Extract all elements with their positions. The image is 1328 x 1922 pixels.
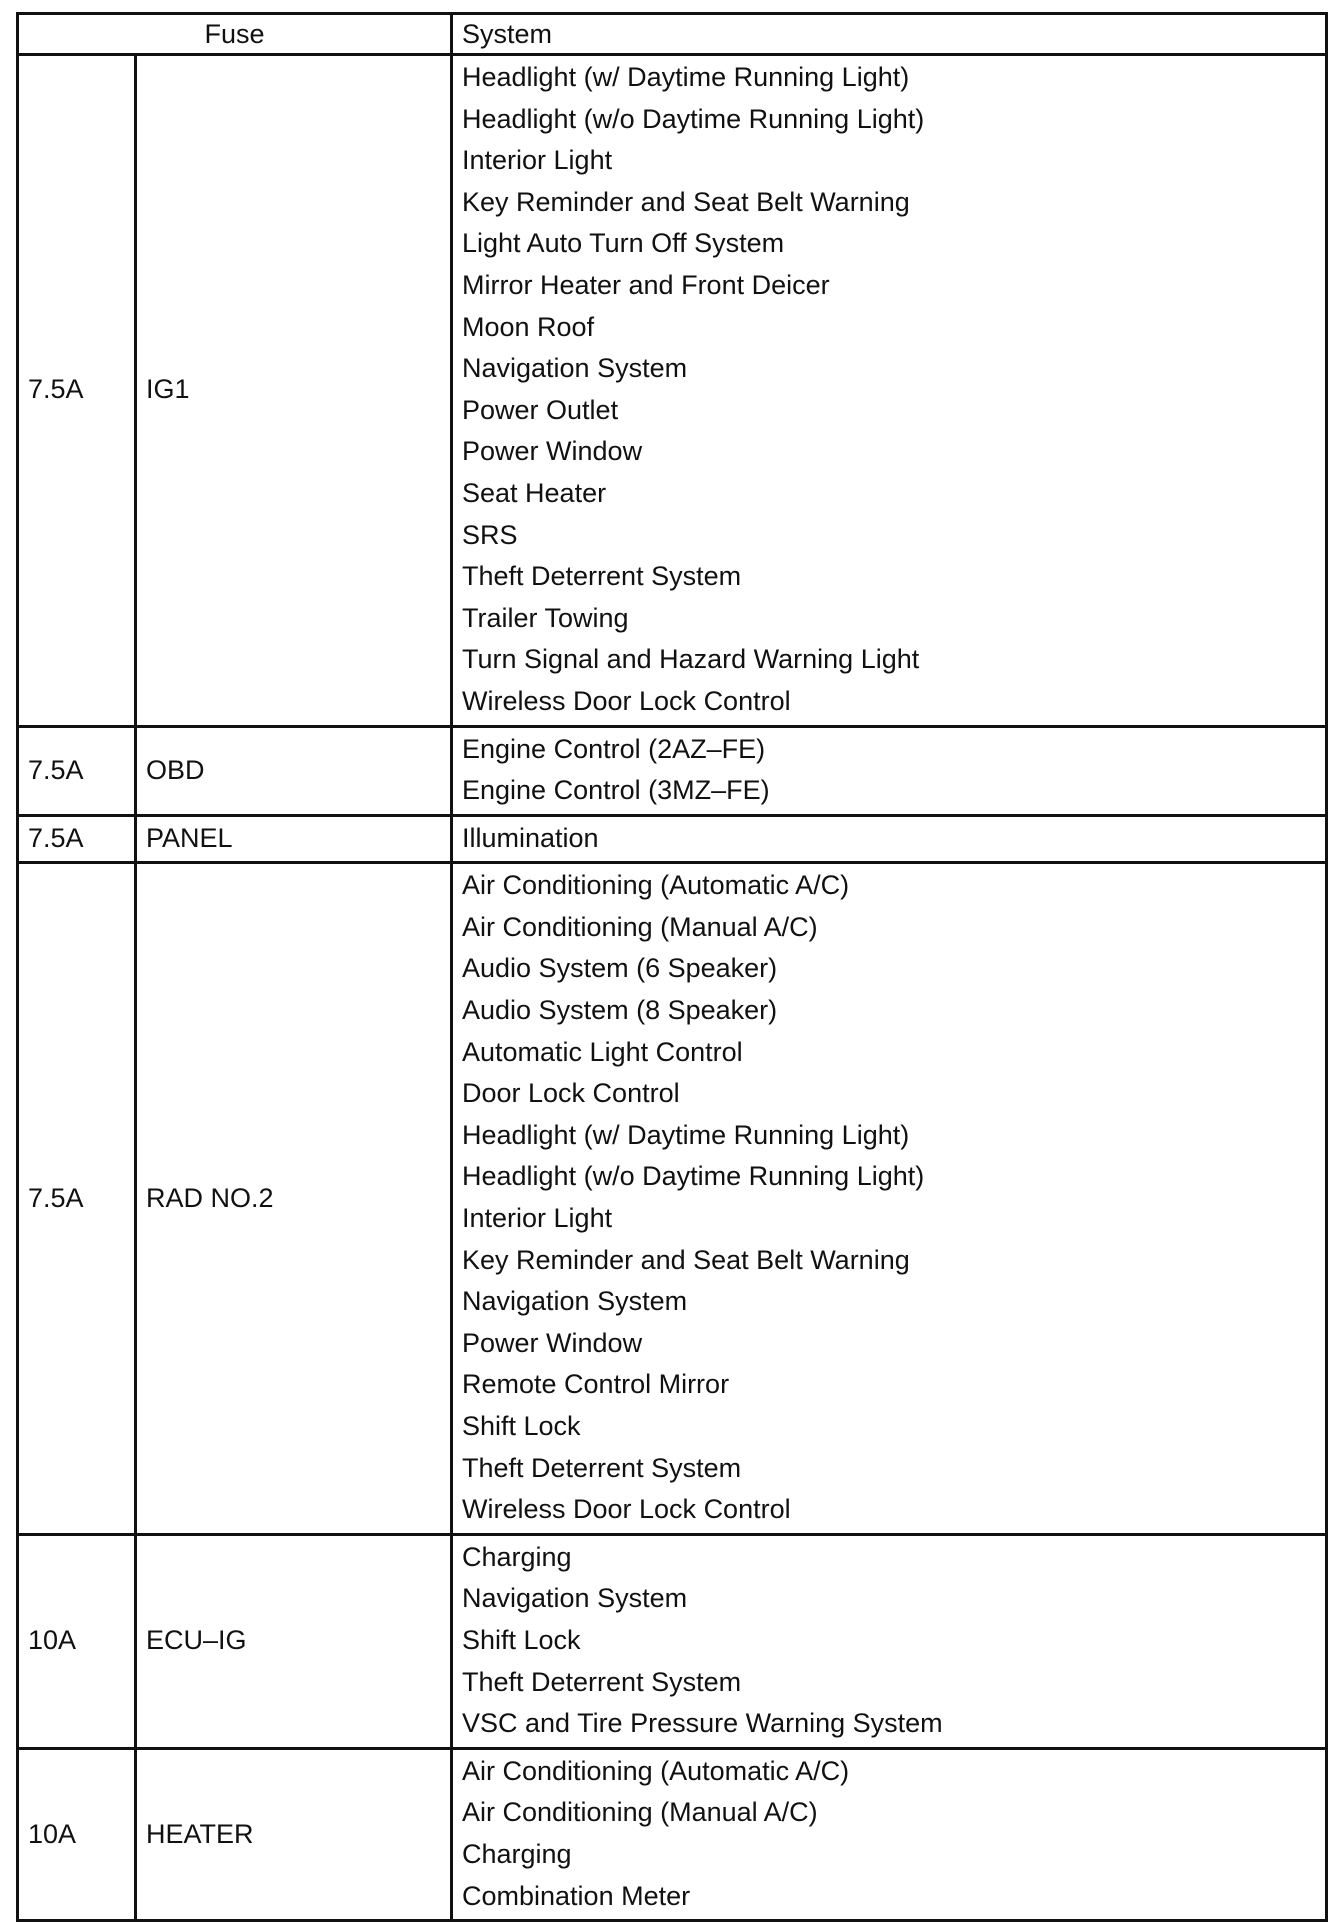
system-item: Interior Light bbox=[462, 145, 613, 176]
system-item: Wireless Door Lock Control bbox=[462, 685, 791, 716]
fuse-systems bbox=[452, 863, 1327, 1535]
fuse-systems bbox=[452, 815, 1327, 863]
system-item: Headlight (w/o Daytime Running Light) bbox=[462, 103, 925, 134]
system-item: Wireless Door Lock Control bbox=[462, 1494, 791, 1525]
system-item: Interior Light bbox=[462, 1203, 613, 1234]
system-item: Headlight (w/ Daytime Running Light) bbox=[462, 1119, 910, 1150]
system-item: Charging bbox=[462, 1541, 572, 1572]
system-item: Theft Deterrent System bbox=[462, 1452, 742, 1483]
system-column-header: System bbox=[452, 14, 1327, 55]
system-item: Audio System (6 Speaker) bbox=[462, 953, 778, 984]
fuse-systems bbox=[452, 1748, 1327, 1920]
system-item: Seat Heater bbox=[462, 477, 607, 508]
system-item: Navigation System bbox=[462, 353, 688, 384]
system-item: Navigation System bbox=[462, 1286, 688, 1317]
system-item: Light Auto Turn Off System bbox=[462, 228, 785, 259]
fuse-rows bbox=[18, 55, 1327, 1921]
system-item: Shift Lock bbox=[462, 1624, 581, 1655]
system-item: Headlight (w/o Daytime Running Light) bbox=[462, 1161, 925, 1192]
fuse-name: IG1 bbox=[136, 55, 452, 727]
system-item: Air Conditioning (Manual A/C) bbox=[462, 911, 818, 942]
system-item: Remote Control Mirror bbox=[462, 1369, 730, 1400]
system-item: Theft Deterrent System bbox=[462, 1666, 742, 1697]
fuse-row bbox=[18, 726, 1327, 815]
system-item: Air Conditioning (Manual A/C) bbox=[462, 1797, 818, 1828]
system-item: Charging bbox=[462, 1838, 572, 1869]
system-item: Air Conditioning (Automatic A/C) bbox=[462, 1755, 850, 1786]
fuse-name: OBD bbox=[136, 726, 452, 815]
fuse-table bbox=[16, 12, 1328, 1922]
fuse-amperage: 7.5A bbox=[18, 815, 136, 863]
fuse-systems bbox=[452, 1534, 1327, 1748]
system-item: Navigation System bbox=[462, 1583, 688, 1614]
system-item: Illumination bbox=[462, 822, 599, 853]
system-item: Power Outlet bbox=[462, 394, 619, 425]
system-item: Automatic Light Control bbox=[462, 1036, 743, 1067]
system-item: Turn Signal and Hazard Warning Light bbox=[462, 644, 920, 675]
system-item: Power Window bbox=[462, 436, 643, 467]
system-item: Headlight (w/ Daytime Running Light) bbox=[462, 62, 910, 92]
system-item: Combination Meter bbox=[462, 1880, 691, 1911]
fuse-name: HEATER bbox=[136, 1748, 452, 1920]
fuse-row bbox=[18, 863, 1327, 1535]
system-item: SRS bbox=[462, 519, 518, 550]
fuse-name: RAD NO.2 bbox=[136, 863, 452, 1535]
fuse-row bbox=[18, 1748, 1327, 1920]
system-item: Air Conditioning (Automatic A/C) bbox=[462, 870, 850, 901]
fuse-column-header: Fuse bbox=[18, 14, 452, 55]
system-item: Trailer Towing bbox=[462, 602, 629, 633]
fuse-row bbox=[18, 1534, 1327, 1748]
system-item: VSC and Tire Pressure Warning System bbox=[462, 1708, 943, 1739]
fuse-name: PANEL bbox=[136, 815, 452, 863]
system-item: Theft Deterrent System bbox=[462, 561, 742, 592]
system-item: Mirror Heater and Front Deicer bbox=[462, 269, 830, 300]
fuse-amperage: 10A bbox=[18, 1748, 136, 1920]
fuse-amperage: 7.5A bbox=[18, 726, 136, 815]
fuse-row bbox=[18, 55, 1327, 727]
system-item: Key Reminder and Seat Belt Warning bbox=[462, 186, 910, 217]
header-row bbox=[18, 14, 1327, 55]
system-item: Moon Roof bbox=[462, 311, 595, 342]
system-item: Key Reminder and Seat Belt Warning bbox=[462, 1244, 910, 1275]
fuse-amperage: 10A bbox=[18, 1534, 136, 1748]
system-item: Door Lock Control bbox=[462, 1078, 680, 1109]
system-item: Engine Control (3MZ–FE) bbox=[462, 775, 770, 806]
system-item: Power Window bbox=[462, 1327, 643, 1358]
fuse-row bbox=[18, 815, 1327, 863]
system-item: Audio System (8 Speaker) bbox=[462, 995, 778, 1026]
fuse-name: ECU–IG bbox=[136, 1534, 452, 1748]
fuse-amperage: 7.5A bbox=[18, 863, 136, 1535]
fuse-amperage: 7.5A bbox=[18, 55, 136, 727]
system-item: Engine Control (2AZ–FE) bbox=[462, 733, 766, 764]
system-item: Shift Lock bbox=[462, 1411, 581, 1441]
fuse-systems bbox=[452, 55, 1327, 727]
fuse-systems bbox=[452, 726, 1327, 815]
